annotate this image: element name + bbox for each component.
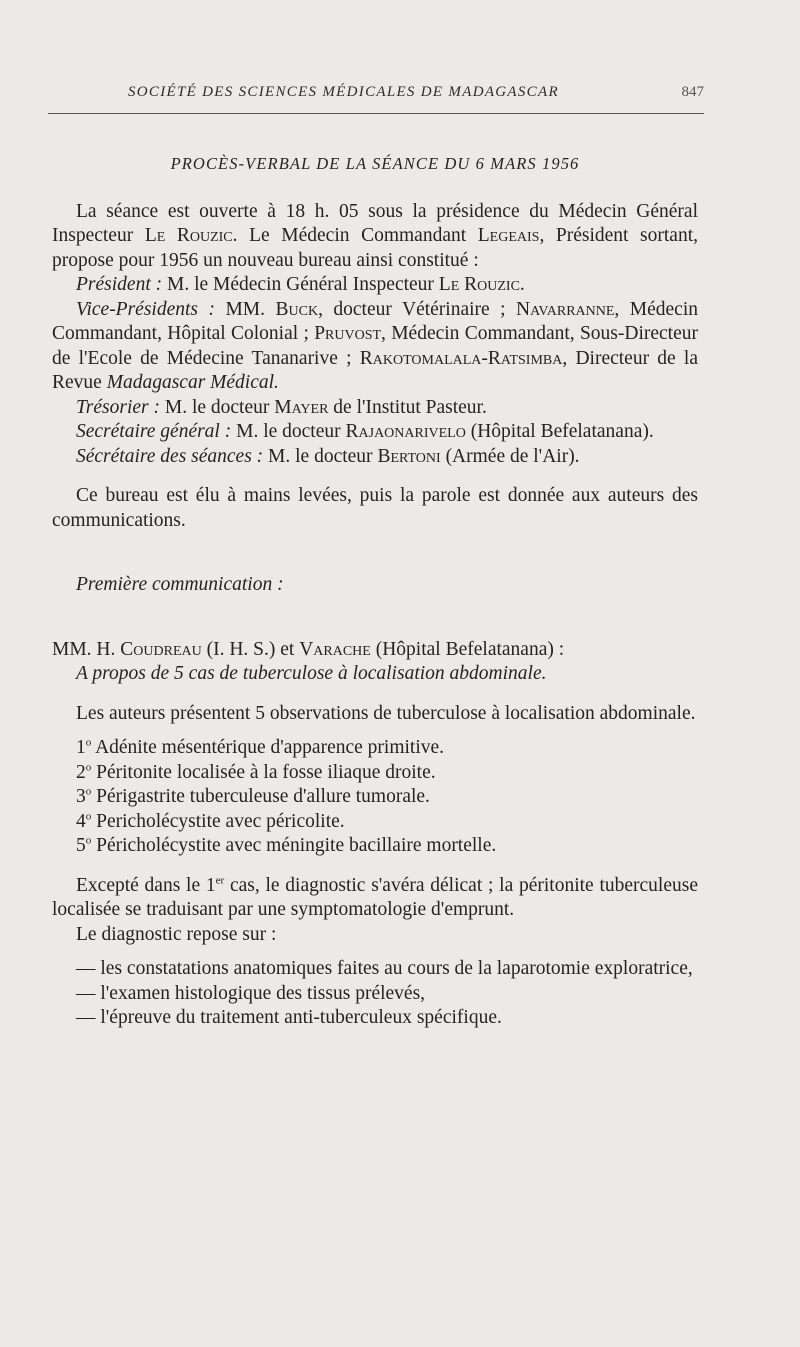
list-item: 4$^o$ Pericholécystite avec péricolite. xyxy=(76,810,345,832)
role-label: Sécrétaire des séances : xyxy=(76,445,264,467)
running-title: SOCIÉTÉ DES SCIENCES MÉDICALES DE MADAGASCAR xyxy=(128,84,559,100)
role-label: Secrétaire général : xyxy=(76,421,232,442)
proces-verbal-title: PROCÈS-VERBAL DE LA SÉANCE DU 6 MARS 1956 xyxy=(170,154,580,173)
list-item: 1$^o$ Adénite mésentérique d'apparence primitive. xyxy=(76,736,445,758)
list-item: 3$^o$ Périgastrite tuberculeuse d'allure tumorale. xyxy=(76,785,430,807)
intro-paragraph: Les auteurs présentent 5 observations de tuberculose à localisation abdominale. xyxy=(76,702,696,724)
exception-paragraph: Excepté dans le 1er cas, le diagnostic s'avéra délicat ; la péritonite tuberculeuse localisée se traduisant par une symptomatologie d'emprunt. xyxy=(52,874,698,920)
case-list xyxy=(52,736,698,859)
vice-presidents-paragraph: Vice-Présidents : MM. Buck, docteur Vétérinaire ; Navarranne, Médecin Commandant, Hôpital Colonial ; Pruvost, Médecin Commandant, Sous-Directeur de l'Ecole de Médecine Tananarive ; Rakotomalala-Ratsimba, Directeur de la Revue Madagascar Médical. xyxy=(52,298,699,393)
list-item: — l'examen histologique des tissus prélevés, xyxy=(76,982,426,1004)
authors-line: MM. H. Coudreau (I. H. S.) et Varache (Hôpital Befelatanana) : xyxy=(52,638,565,660)
opening-paragraph: La séance est ouverte à 18 h. 05 sous la présidence du Médecin Général Inspecteur Le Rouzic. Le Médecin Commandant Legeais, Président sortant, propose pour 1956 un nouveau bureau ainsi constitué : xyxy=(52,200,699,271)
list-item: — les constatations anatomiques faites au cours de la laparotomie exploratrice, xyxy=(76,958,693,979)
diagnosis-list xyxy=(52,957,698,1031)
person-name: Bertoni xyxy=(377,445,441,467)
role-label: Président : xyxy=(76,274,163,295)
role-label: Vice-Présidents : xyxy=(76,298,215,320)
communication-title: A propos de 5 cas de tuberculose à localisation abdominale. xyxy=(76,663,547,684)
president-line: Président : M. le Médecin Général Inspecteur Le Rouzic. xyxy=(76,274,525,295)
election-paragraph: Ce bureau est élu à mains levées, puis la parole est donnée aux auteurs des communications. xyxy=(52,485,698,531)
person-name: Varache xyxy=(299,638,371,660)
role-label: Trésorier : xyxy=(76,396,160,418)
page-number: 847 xyxy=(681,84,704,100)
header-rule xyxy=(48,113,704,114)
list-item: — l'épreuve du traitement anti-tuberculeux spécifique. xyxy=(76,1007,502,1028)
page-body xyxy=(52,152,698,1031)
journal-name: Madagascar Médical. xyxy=(106,372,279,393)
first-communication-heading: Première communication : xyxy=(76,574,284,595)
person-name: Le Rouzic xyxy=(438,274,520,295)
page-header xyxy=(48,84,704,116)
diagnosis-intro: Le diagnostic repose sur : xyxy=(76,923,277,945)
list-item: 5$^o$ Péricholécystite avec méningite bacillaire mortelle. xyxy=(76,834,497,856)
person-name: Mayer xyxy=(274,396,329,418)
person-name: Legeais xyxy=(477,225,540,246)
list-item: 2$^o$ Péritonite localisée à la fosse iliaque droite. xyxy=(76,761,436,783)
person-name: Rakotomalala-Ratsimba xyxy=(359,347,563,369)
treasurer-line: Trésorier : M. le docteur Mayer de l'Institut Pasteur. xyxy=(76,396,487,418)
person-name: Coudreau xyxy=(120,638,202,660)
person-name: Pruvost xyxy=(314,323,382,344)
session-secretary-line: Sécrétaire des séances : M. le docteur Bertoni (Armée de l'Air). xyxy=(76,445,580,467)
person-name: Navarranne xyxy=(516,298,615,320)
person-name: Rajaonarivelo xyxy=(345,421,466,442)
secretary-general-line: Secrétaire général : M. le docteur Rajaonarivelo (Hôpital Befelatanana). xyxy=(76,421,654,442)
person-name: Buck xyxy=(275,298,319,320)
person-name: Le Rouzic xyxy=(144,225,233,246)
